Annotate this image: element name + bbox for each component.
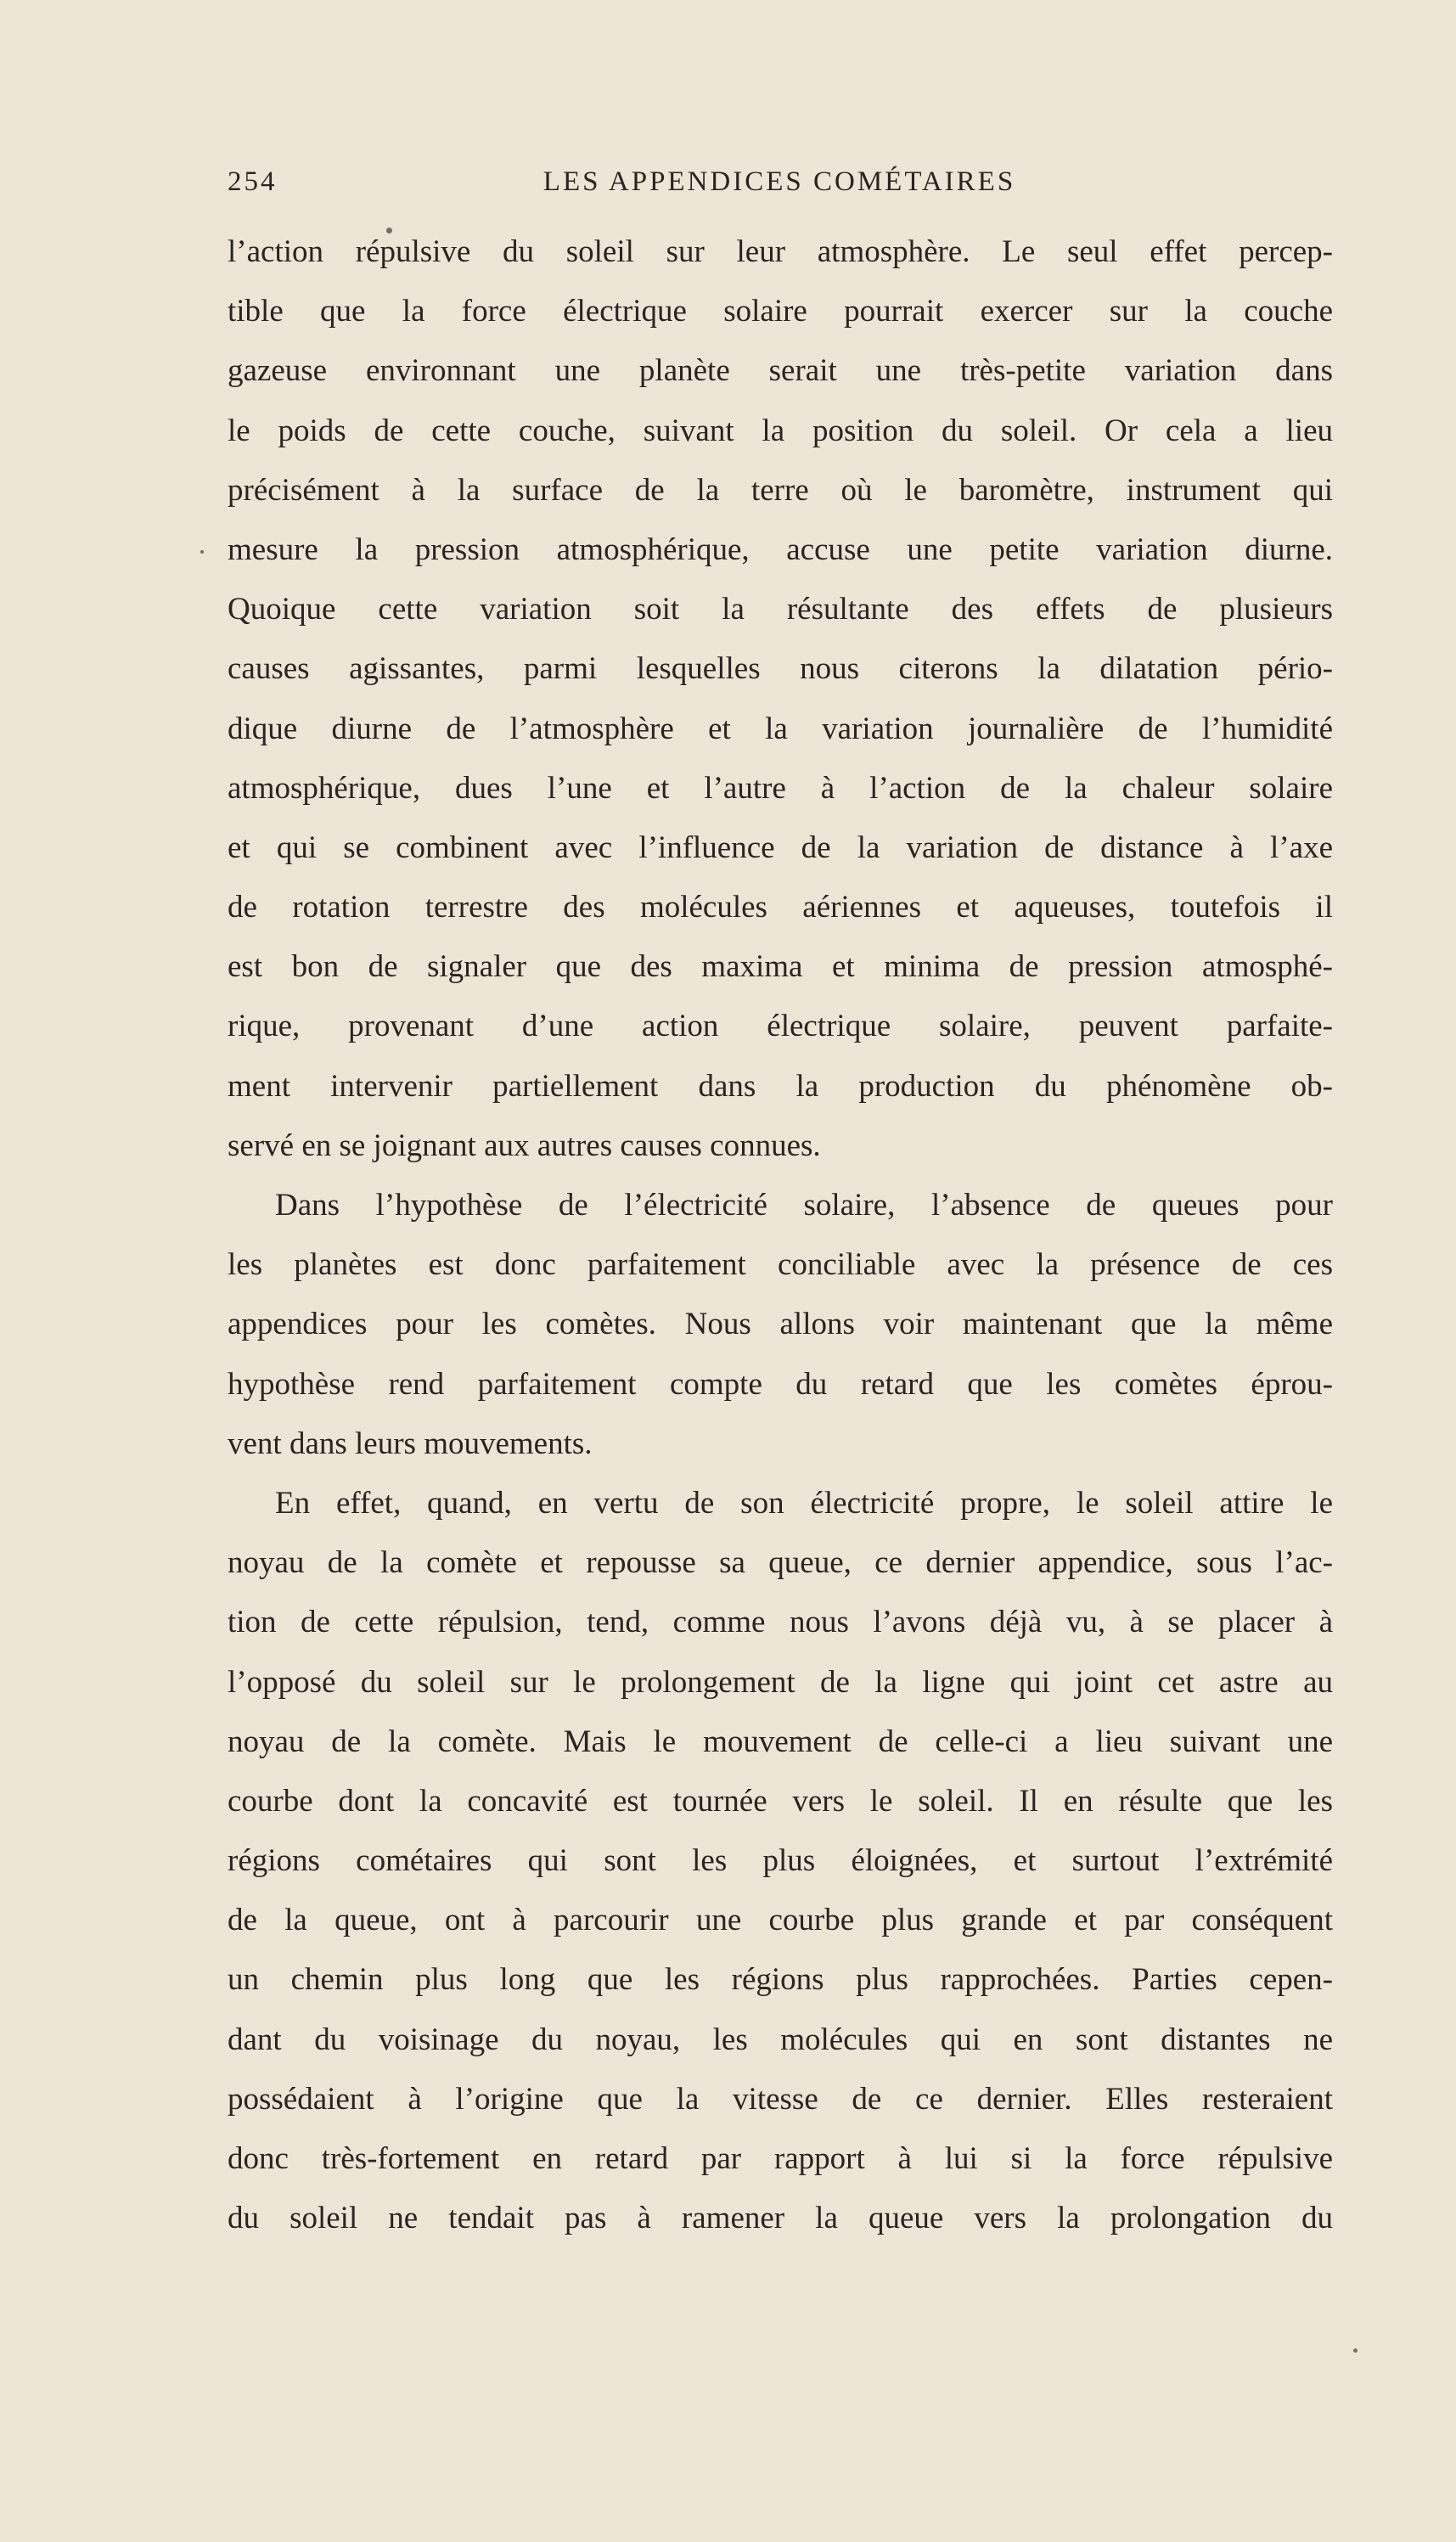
text-line: rique, provenant d’une action électrique solaire, peuvent parfaite- [228,1009,1333,1044]
page-number: 254 [228,166,278,197]
text-line: régions cométaires qui sont les plus éloignées, et surtout l’extrémité [228,1843,1333,1879]
text-line: appendices pour les comètes. Nous allons voir maintenant que la même [228,1307,1333,1342]
paper-speck [1353,2348,1358,2353]
text-line: noyau de la comète et repousse sa queue, ce dernier appendice, sous l’ac- [228,1545,1333,1581]
paper-speck [386,228,392,233]
text-line: En effet, quand, en vertu de son électricité propre, le soleil attire le [275,1485,1333,1521]
text-line: ment intervenir partiellement dans la production du phénomène ob- [228,1068,1333,1104]
text-line: dant du voisinage du noyau, les molécules qui en sont distantes ne [228,2022,1333,2057]
text-line: un chemin plus long que les régions plus rapprochées. Parties cepen- [228,1962,1333,1998]
text-line: tible que la force électrique solaire pourrait exercer sur la couche [228,294,1333,329]
text-line: hypothèse rend parfaitement compte du retard que les comètes éprou- [228,1366,1333,1402]
text-line: dique diurne de l’atmosphère et la variation journalière de l’humidité [228,711,1333,746]
running-title: LES APPENDICES COMÉTAIRES [542,166,1016,197]
text-line: Quoique cette variation soit la résultante des effets de plusieurs [228,592,1333,627]
text-line: donc très-fortement en retard par rapport à lui si la force répulsive [228,2141,1333,2176]
text-line: causes agissantes, parmi lesquelles nous citerons la dilatation pério- [228,651,1333,687]
text-line: de rotation terrestre des molécules aériennes et aqueuses, toutefois il [228,890,1333,925]
text-line: de la queue, ont à parcourir une courbe plus grande et par conséquent [228,1903,1333,1938]
text-line: possédaient à l’origine que la vitesse de ce dernier. Elles resteraient [228,2081,1333,2117]
text-line: et qui se combinent avec l’influence de la variation de distance à l’axe [228,830,1333,865]
text-line: gazeuse environnant une planète serait une très-petite variation dans [228,353,1333,389]
text-line: servé en se joignant aux autres causes connues. [228,1128,821,1163]
text-line: noyau de la comète. Mais le mouvement de celle-ci a lieu suivant une [228,1724,1333,1759]
text-line: vent dans leurs mouvements. [228,1426,593,1461]
text-line: Dans l’hypothèse de l’électricité solaire, l’absence de queues pour [275,1188,1333,1223]
text-line: l’action répulsive du soleil sur leur atmosphère. Le seul effet percep- [228,234,1333,269]
body-text [228,222,1333,2248]
text-line: atmosphérique, dues l’une et l’autre à l’action de la chaleur solaire [228,770,1333,806]
paper-speck [200,550,204,554]
text-line: l’opposé du soleil sur le prolongement de la ligne qui joint cet astre au [228,1664,1333,1700]
text-line: est bon de signaler que des maxima et minima de pression atmosphé- [228,949,1333,985]
text-line: le poids de cette couche, suivant la position du soleil. Or cela a lieu [228,413,1333,448]
text-line: du soleil ne tendait pas à ramener la queue vers la prolongation du [228,2201,1333,2236]
text-line: les planètes est donc parfaitement conciliable avec la présence de ces [228,1247,1333,1283]
text-line: tion de cette répulsion, tend, comme nous l’avons déjà vu, à se placer à [228,1605,1333,1640]
text-line: précisément à la surface de la terre où le baromètre, instrument qui [228,472,1333,508]
text-line: mesure la pression atmosphérique, accuse une petite variation diurne. [228,531,1333,567]
page-header [228,166,1331,209]
text-line: courbe dont la concavité est tournée vers le soleil. Il en résulte que les [228,1783,1333,1819]
